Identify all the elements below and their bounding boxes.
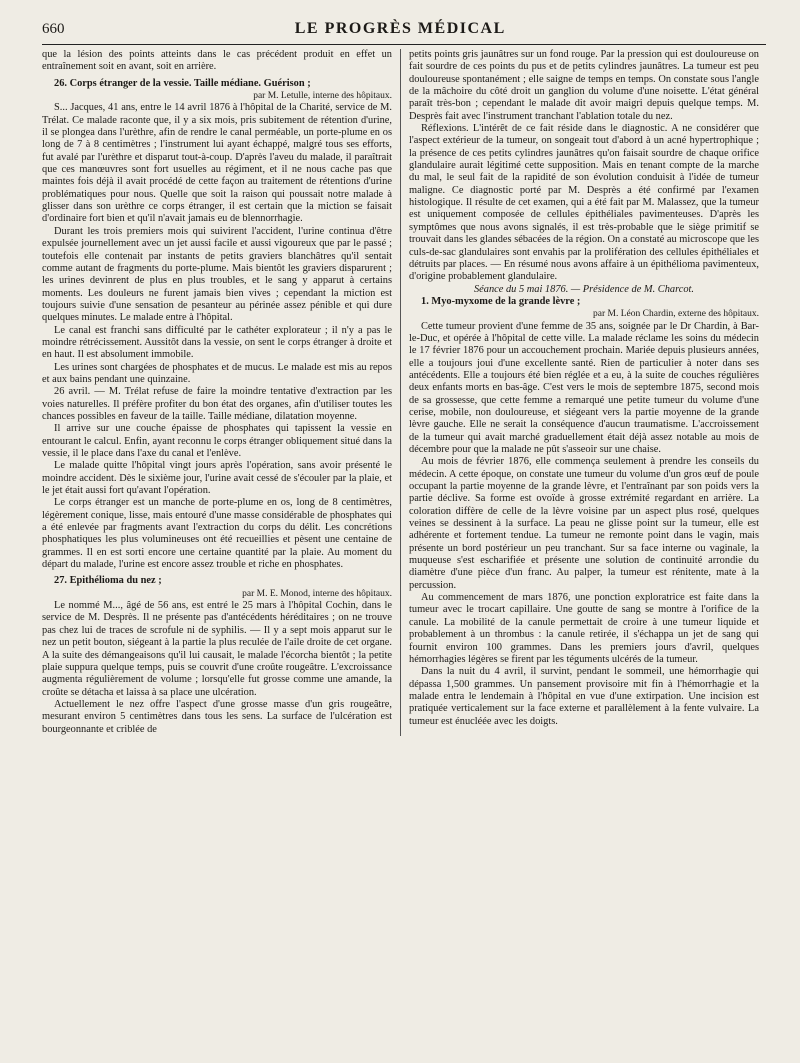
right-column <box>409 49 759 736</box>
paragraph: Au mois de février 1876, elle commença seulement à prendre les conseils du médecin. A cette époque, on constate une tumeur du volume d'un gros œuf de poule occupant la partie moyenne de la grande lèvre, et l'entraînant par son poids vers la partie déclive. Sa forme est ovoïde à grosse extrémité regardant en arrière. La coloration diffère de celle de la lèvre voisine par un aspect plus rosé, quelques veines se dessinent à la surface. La peau ne glisse point sur la tumeur, elle est adhérente et fortement tendue. La tumeur ne remonte point dans le vagin, mais présente un bord postérieur un peu tranchant. Sur sa face interne ou vaginale, la muqueuse s'est escharifiée et présente une solution de continuité arrondie du diamètre d'une pièce d'un franc. Au palper, la tumeur est rénitente, mate à la percussion. <box>409 456 759 591</box>
paragraph: Le nommé M..., âgé de 56 ans, est entré le 25 mars à l'hôpital Cochin, dans le service de M. Desprès. Il ne présente pas d'antécédents héréditaires ; on ne trouve pas chez lui de traces de scrofule ni de syphilis. — Il y a sept mois apparut sur le nez un petit bouton, siégeant à la partie la plus reculée de l'aile droite de cet organe. A la suite des démangeaisons qu'il lui causait, le malade l'écorcha bientôt ; la petite plaie suppura quelque temps, puis se couvrit d'une croûte rougeâtre. L'excroissance augmenta régulièrement de volume ; lorsqu'elle fut grosse comme une amande, la croûte se détacha et laissa à sa place une ulcération. <box>42 600 392 698</box>
byline: par M. Léon Chardin, externe des hôpitaux. <box>593 309 759 320</box>
case-heading: 26. Corps étranger de la vessie. Taille médiane. Guérison ; <box>54 77 311 89</box>
paragraph: Les urines sont chargées de phosphates et de mucus. Le malade est mis au repos et aux bains pendant une quinzaine. <box>42 361 392 385</box>
article-columns <box>42 49 766 736</box>
byline: par M. Letulle, interne des hôpitaux. <box>253 91 392 102</box>
case-heading: 1. Myo-myxome de la grande lèvre ; <box>421 295 581 307</box>
paragraph: Il arrive sur une couche épaisse de phosphates qui tapissent la vessie en entourant le calcul. Enfin, ayant reconnu le corps étranger obliquement situé dans la vessie, il le place dans l'axe du canal et l'enlève. <box>42 423 392 459</box>
running-header <box>42 20 766 42</box>
paragraph: Dans la nuit du 4 avril, il survint, pendant le sommeil, une hémorrhagie qui dépassa 1,500 grammes. Un pansement provisoire mit fin à l'hémorrhagie et la malade entra le lendemain à l'hôpital en vue d'une extirpation. Une incision est pratiquée verticalement sur la face externe et parallèlement à la fente vulvaire. La tumeur est énucléée avec les doigts. <box>409 666 759 727</box>
paragraph: Cette tumeur provient d'une femme de 35 ans, soignée par le Dr Chardin, à Bar-le-Duc, et opérée à l'hôpital de cette ville. La malade réclame les soins du médecin le 17 février 1876 pour un accouchement prochain. Mariée depuis plusieurs années, elle a toujours joui d'une excellente santé. Rien de particulier à noter dans ses antécédents. Elle a toujours été bien réglée et a eu, à la suite de couches régulières deux enfants morts en bas-âge. C'est vers le mois de septembre 1875, second mois de sa grossesse, que cette femme a remarqué une petite tumeur du volume d'une cerise, mobile, non douloureuse, et siégeant vers la partie moyenne de la grande lèvre gauche. Elle ne serait la conséquence d'aucun traumatisme. L'accroissement de la tumeur qui avait marché graduellement était déjà assez notable au mois de décembre pour que la malade ne pût s'asseoir sur une chaise. <box>409 320 759 455</box>
paragraph: Réflexions. L'intérêt de ce fait réside dans le diagnostic. A ne considérer que l'aspect extérieur de la tumeur, on songeait tout d'abord à un acné hypertrophique ; la présence de ces petits cylindres jaunâtres qu'on faisait sourdre de chaque orifice glandulaire aurait légitimé cette supposition. Mais en tenant compte de la marche du mal, le seul fait de la rapidité de son évolution conduisit à l'idée de tumeur maligne. Ce diagnostic porté par M. Desprès a été confirmé par l'examen histologique. Il résulte de cet examen, qui a été fait par M. Malassez, que la tumeur est uniquement composée de cellules épithéliales pavimenteuses. D'après les symptômes que nous avons signalés, il est très-probable que le siège primitif se trouvait dans les glandes sébacées de la région. On a constaté au microscope que les culs-de-sac glandulaires sont envahis par la prolifération des cellules épithéliales et détruits par places. — En résumé nous avons affaire à un épithélioma pavimenteux, d'origine probablement glandulaire. <box>409 123 759 283</box>
paragraph: Durant les trois premiers mois qui suivirent l'accident, l'urine continua d'être expulsée journellement avec un jet aussi facile et aussi vigoureux que par le passé ; toutefois elle contenait par instants de petits graviers blanchâtres qu'il sentait comme autant de fragments du porte-plume. Mais bientôt les graviers disparurent ; les urines devinrent de plus en plus troubles, et le sang y apparut à certains moments. Les douleurs ne furent jamais bien vives ; cependant la miction est toujours suivie d'une sensation de pesanteur au périnée assez pénible et qui dure quelques minutes. Le malade entre à l'hôpital. <box>42 225 392 324</box>
session-heading: Séance du 5 mai 1876. — Présidence de M. Charcot. <box>473 283 695 295</box>
paragraph: S... Jacques, 41 ans, entre le 14 avril 1876 à l'hôpital de la Charité, service de M. Trélat. Ce malade raconte que, il y a six mois, pris subitement de rétention d'urine, il se plongea dans l'urèthre, afin de rendre le canal perméable, un porte-plume en os long de 7 à 8 centimètres ; l'instrument lui ayant échappé, malgré tous ses efforts, fut avalé par l'urèthre et disparut tout-à-coup. D'après l'aveu du malade, il paraîtrait que ces manœuvres sont fort usuelles au régiment, et il ne nous cache pas que maintes fois déjà il avait procédé de cette façon au traitement de rétentions d'urine problématiques pour nous. Quelle que soit la raison qui poussait notre malade à glisser dans son urèthre ce corps étranger, il est certain que la miction se faisait d'ordinaire fort bien et qu'il n'avait jamais eu de blennorrhagie. <box>42 102 392 225</box>
paragraph: Actuellement le nez offre l'aspect d'une grosse masse d'un gris rougeâtre, mesurant environ 5 centimètres dans tous les sens. La surface de l'ulcération est bourgeonnante et criblée de <box>42 698 392 735</box>
paragraph: petits points gris jaunâtres sur un fond rouge. Par la pression qui est douloureuse on fait sourdre de ces points du pus et de petits cylindres jaunâtres. La tumeur est peu douloureuse spontanément ; elle saigne de temps en temps. On constate sous l'angle de la mâchoire du côté droit un ganglion du volume d'une noisette. L'état général paraît très-bon ; cependant le malade dit avoir maigri depuis quelque temps. M. Desprès fait avec l'instrument tranchant l'ablation totale du nez. <box>409 49 759 122</box>
paragraph: que la lésion des points atteints dans le cas précédent produit en effet un entraînement soit en avant, soit en arrière. <box>42 49 392 73</box>
paragraph: Au commencement de mars 1876, une ponction exploratrice est faite dans la tumeur avec le trocart capillaire. Une goutte de sang se montre à l'orifice de la canule. La mobilité de la canule permettait de croire à une tumeur liquide et probablement à un thrombus : la canule retirée, il s'échappa un jet de sang qui fournit environ 100 grammes. Dans les premiers jours d'avril, quelques hémorrhagies légères se firent par les téguments ulcérés de la tumeur. <box>409 592 759 665</box>
case-heading: 27. Epithélioma du nez ; <box>54 575 162 587</box>
paragraph: Le corps étranger est un manche de porte-plume en os, long de 8 centimètres, légèrement conique, lisse, mais entouré d'une masse considérable de phosphates qui a été enlevée par fragments avant l'extraction du corps du délit. Les concrétions phosphatiques les plus volumineuses ont été recueillies et pèsent une centaine de grammes. Il en est sorti encore une certaine quantité par la plaie. Au moment du départ du malade, l'urine est encore assez trouble et riche en phosphates. <box>42 497 392 571</box>
column-rule <box>400 49 401 736</box>
header-rule <box>42 44 766 45</box>
page-number: 660 <box>42 21 65 37</box>
left-column <box>42 49 392 736</box>
paragraph: 26 avril. — M. Trélat refuse de faire la moindre tentative d'extraction par les voies naturelles. Il préfère profiter du bon état des organes, afin d'utiliser toutes les chances possibles en faveur de la taille. Taille médiane, dilatation moyenne. <box>42 386 392 422</box>
running-title: LE PROGRÈS MÉDICAL <box>294 20 506 37</box>
paragraph: Le canal est franchi sans difficulté par le cathéter explorateur ; il n'y a pas le moindre rétrécissement. Aussitôt dans la vessie, on sent le corps étranger à droite et en haut. Il est absolument immobile. <box>42 324 392 361</box>
paragraph: Le malade quitte l'hôpital vingt jours après l'opération, sans avoir présenté le moindre accident. Dès le sixième jour, l'urine avait cessé de s'écouler par la plaie, et le jet était aussi fort qu'avant l'opération. <box>42 460 392 497</box>
byline: par M. E. Monod, interne des hôpitaux. <box>242 588 392 599</box>
